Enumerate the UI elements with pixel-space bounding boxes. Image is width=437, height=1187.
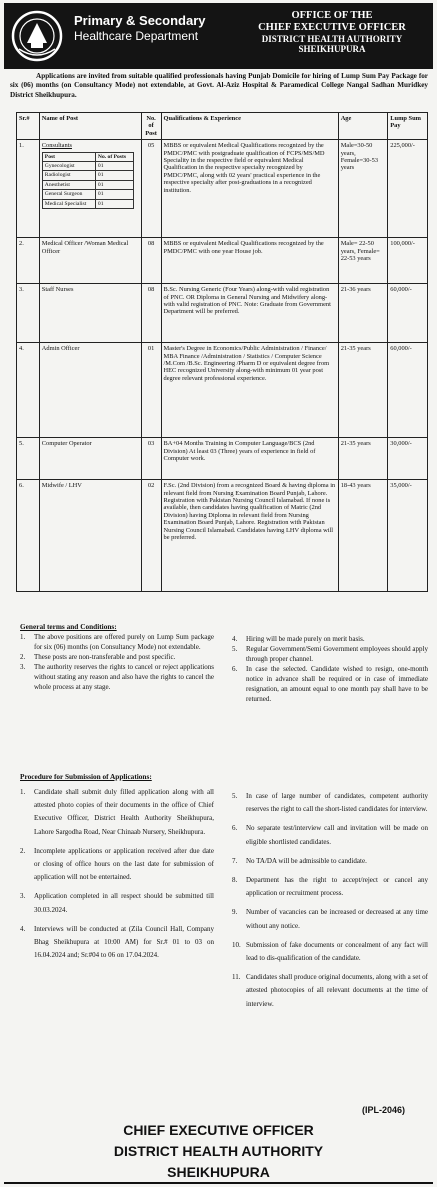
footer-line-2: DISTRICT HEALTH AUTHORITY bbox=[113, 1143, 324, 1159]
item-number: 10. bbox=[232, 940, 241, 949]
item-text: Candidate shall submit duly filled application along with all attested photo copies of their documents in the office of Chief Executive Officer, District Health Authority Sheikhupura, Lahore Sargodha Road, Near Chinaab Nursery, Sheikhupura. bbox=[34, 788, 214, 836]
header-age: Age bbox=[338, 113, 388, 140]
list-item bbox=[20, 652, 214, 662]
department-line-1: Primary & Secondary bbox=[74, 13, 206, 28]
item-text: These posts are non-transferable and post specific. bbox=[34, 653, 176, 661]
item-text: Candidates shall produce original documents, along with a set of attested photocopies of all relevant documents at the time of interview. bbox=[246, 973, 428, 1008]
row-sr: 4. bbox=[17, 343, 40, 438]
item-number: 2. bbox=[20, 846, 26, 855]
item-text: Interviews will be conducted at (Zila Council Hall, Company Bhag Sheikhupura at 10:00 AM) for Sr.# 01 to 03 on 16.04.2024 and; Sr.#04 to 06 on 17.04.2024. bbox=[34, 924, 214, 960]
sub-post: General Surgeon bbox=[42, 190, 95, 199]
consultant-subtable bbox=[42, 152, 134, 209]
procedure-title: Procedure for Submission of Applications: bbox=[20, 772, 152, 781]
row-num: 08 bbox=[141, 238, 161, 284]
item-text: In case of large number of candidates, competent authority reserves the right to call the short-listed candidates for interview. bbox=[246, 792, 428, 814]
office-line-2: CHIEF EXECUTIVE OFFICER bbox=[258, 22, 406, 33]
sub-post: Medical Specialist bbox=[42, 199, 95, 208]
item-number: 4. bbox=[232, 635, 238, 643]
list-item bbox=[232, 855, 428, 868]
footer-line-1: CHIEF EXECUTIVE OFFICER bbox=[123, 1122, 314, 1138]
sub-count: 01 bbox=[95, 180, 133, 189]
office-line-4: SHEIKHUPURA bbox=[298, 44, 366, 54]
row-qual: Master's Degree in Economics/Public Administration / Finance/ MBA Finance /Administration / Statistics / Computer Science /M.Com /B.Sc. Engineering /Pharm D or equivalent degree from HEC recognized University along-with minimum 01 year post degree relevant professional experience. bbox=[161, 343, 338, 438]
list-item bbox=[20, 890, 214, 916]
row-qual: B.Sc. Nursing Generic (Four Years) along-with valid registration of PNC. OR Diploma in General Nursing and Midwifery along-with valid registration of PNC. Note: Graduate from Government Department will be preferred. bbox=[161, 284, 338, 343]
posts-table bbox=[16, 112, 428, 592]
item-text: No separate test/interview call and invitation will be made on eligible shortlisted candidates. bbox=[246, 824, 428, 846]
table-row bbox=[17, 438, 428, 480]
row-pay: 30,000/- bbox=[388, 438, 428, 480]
row-pay: 35,000/- bbox=[388, 480, 428, 592]
list-item bbox=[20, 923, 214, 963]
row-num: 02 bbox=[141, 480, 161, 592]
office-line-1: OFFICE OF THE bbox=[291, 10, 373, 21]
item-number: 5. bbox=[232, 792, 238, 800]
list-item bbox=[232, 644, 428, 664]
row-num: 01 bbox=[141, 343, 161, 438]
punjab-emblem-icon bbox=[9, 9, 65, 63]
list-item bbox=[20, 662, 214, 692]
row-sr: 2. bbox=[17, 238, 40, 284]
table-row bbox=[17, 284, 428, 343]
item-number: 11. bbox=[232, 973, 241, 982]
table-row bbox=[17, 343, 428, 438]
row-age: 21-35 years bbox=[338, 343, 388, 438]
item-text: In case the selected. Candidate wished to resign, one-month notice in advance shall be required or in case of immediate resignation, an amount equal to one month pay shall have to be returned. bbox=[246, 665, 428, 703]
row-qual: F.Sc. (2nd Division) from a recognized Board & having diploma in relevant field from Nursing Examination Board Punjab, Lahore. Registration with Pakistan Nursing Council Islamabad. If none is available, then candidates having qualification of Matric (2nd Division) having Diploma in relevant field from Nursing Examination Board Punjab, Lahore. Registration with Pakistan Nursing Council Islamabad. Candidates having LHV diploma will be preferred. bbox=[161, 480, 338, 592]
row-sr: 1. bbox=[17, 140, 40, 238]
row-num: 05 bbox=[141, 140, 161, 238]
item-text: The above positions are offered purely on Lump Sum package for six (06) months (on Consultancy Mode) not extendable. bbox=[34, 633, 214, 651]
list-item bbox=[232, 822, 428, 848]
row-age: Male=30-50 years, Female=30-53 years bbox=[338, 140, 388, 238]
list-item bbox=[232, 906, 428, 932]
row-qual: MBBS or equivalent Medical Qualifications recognized by the PMDC/PMC with one year House job. bbox=[161, 238, 338, 284]
list-item bbox=[232, 634, 428, 644]
sub-header-post: Post bbox=[42, 152, 95, 161]
department-name bbox=[74, 13, 206, 44]
sub-header-count: No. of Posts bbox=[95, 152, 133, 161]
item-text: The authority reserves the rights to cancel or reject applications without stating any reason and also have the rights to cancel the whole process at any stage. bbox=[34, 663, 214, 691]
item-text: Number of vacancies can be increased or decreased at any time without any notice. bbox=[246, 908, 428, 930]
footer-divider bbox=[4, 1182, 433, 1184]
header-no-of-post: No. of Post bbox=[141, 113, 161, 140]
list-item bbox=[232, 939, 428, 965]
list-item bbox=[20, 632, 214, 652]
list-item bbox=[232, 664, 428, 704]
item-number: 4. bbox=[20, 924, 26, 933]
footer-signature bbox=[4, 1120, 433, 1183]
row-pay: 225,000/- bbox=[388, 140, 428, 238]
sub-count: 01 bbox=[95, 199, 133, 208]
item-number: 5. bbox=[232, 645, 238, 653]
header-pay: Lump Sum Pay bbox=[388, 113, 428, 140]
row-sr: 3. bbox=[17, 284, 40, 343]
item-number: 7. bbox=[232, 856, 238, 865]
list-item bbox=[232, 790, 428, 816]
footer-line-3: SHEIKHUPURA bbox=[167, 1164, 270, 1180]
list-item bbox=[232, 971, 428, 1011]
item-number: 1. bbox=[20, 788, 26, 796]
row-pay: 60,000/- bbox=[388, 343, 428, 438]
row-pay: 100,000/- bbox=[388, 238, 428, 284]
intro-paragraph: Applications are invited from suitable qualified professionals having Punjab Domicile for hiring of Lump Sum Pay Package for six (06) months (on Consultancy Mode) not extendable, at Govt. Al-Aziz Hospital & Paramedical College Nangal Sadhan Muridkey District Sheikhupura. bbox=[10, 72, 428, 99]
header-qualifications: Qualifications & Experience bbox=[161, 113, 338, 140]
row-qual: BA+04 Months Training in Computer Language/BCS (2nd Division) At least 03 (Three) years of experience in field of Computer work. bbox=[161, 438, 338, 480]
item-number: 1. bbox=[20, 633, 26, 641]
row-name: Medical Officer /Woman Medical Officer bbox=[39, 238, 141, 284]
item-text: Incomplete applications or application received after due date or closing of office hours on the last date for submission of application will not be entertained. bbox=[34, 846, 214, 882]
row-qual: MBBS or equivalent Medical Qualifications recognized by the PMDC/PMC with postgraduate qualification of FCPS/MS/MD Speciality in the respective field or equivalent Medical Qualification in the respective specialty recognized by PMDC/PMC, along with 02 years' practical experience in the respective specialty after post-graduations in a recognized institution. bbox=[161, 140, 338, 238]
ipl-number: (IPL-2046) bbox=[362, 1105, 406, 1115]
sub-post: Anesthetist bbox=[42, 180, 95, 189]
header-sr: Sr.# bbox=[17, 113, 40, 140]
table-header-row bbox=[17, 113, 428, 140]
item-number: 8. bbox=[232, 876, 238, 885]
item-text: No TA/DA will be admissible to candidate. bbox=[246, 856, 367, 865]
row-age: 21-36 years bbox=[338, 284, 388, 343]
table-row bbox=[17, 480, 428, 592]
row-name: Midwife / LHV bbox=[39, 480, 141, 592]
item-text: Regular Government/Semi Government employees should apply through proper channel. bbox=[246, 645, 428, 663]
sub-post: Radiologist bbox=[42, 171, 95, 180]
row-pay: 60,000/- bbox=[388, 284, 428, 343]
header-name-of-post: Name of Post bbox=[39, 113, 141, 140]
office-line-3: DISTRICT HEALTH AUTHORITY bbox=[261, 34, 403, 44]
table-row bbox=[17, 140, 428, 238]
item-number: 6. bbox=[232, 824, 238, 833]
general-terms-right bbox=[232, 634, 428, 704]
sub-count: 01 bbox=[95, 171, 133, 180]
item-text: Hiring will be made purely on merit basis. bbox=[246, 635, 365, 643]
item-text: Application completed in all respect should be submitted till 30.03.2024. bbox=[34, 892, 214, 914]
row-age: 18-43 years bbox=[338, 480, 388, 592]
item-number: 3. bbox=[20, 892, 26, 901]
row-name bbox=[39, 140, 141, 238]
office-title bbox=[237, 10, 427, 54]
row-num: 08 bbox=[141, 284, 161, 343]
row-sr: 6. bbox=[17, 480, 40, 592]
row-name: Computer Operator bbox=[39, 438, 141, 480]
item-number: 3. bbox=[20, 663, 26, 671]
list-item bbox=[20, 845, 214, 885]
sub-post: Gynecologist bbox=[42, 162, 95, 171]
sub-count: 01 bbox=[95, 190, 133, 199]
row-name-text: Consultants bbox=[41, 142, 72, 150]
row-sr: 5. bbox=[17, 438, 40, 480]
row-age: 21-35 years bbox=[338, 438, 388, 480]
item-number: 2. bbox=[20, 653, 26, 661]
item-text: Submission of fake documents or concealment of any fact will lead to dis-qualification of the candidate. bbox=[246, 940, 428, 963]
row-age: Male= 22-50 years, Female= 22-53 years bbox=[338, 238, 388, 284]
header-banner bbox=[4, 3, 433, 69]
general-terms-title: General terms and Conditions: bbox=[20, 622, 117, 631]
row-name: Admin Officer bbox=[39, 343, 141, 438]
general-terms-left bbox=[20, 622, 214, 692]
sub-count: 01 bbox=[95, 162, 133, 171]
procedure-right bbox=[232, 790, 428, 1011]
item-text: Department has the right to accept/reject or cancel any application or recruitment process. bbox=[246, 876, 428, 898]
row-name: Staff Nurses bbox=[39, 284, 141, 343]
list-item bbox=[232, 874, 428, 900]
department-line-2: Healthcare Department bbox=[74, 29, 199, 43]
list-item bbox=[20, 786, 214, 839]
item-number: 6. bbox=[232, 665, 238, 673]
procedure-left bbox=[20, 772, 214, 962]
table-row bbox=[17, 238, 428, 284]
item-number: 9. bbox=[232, 908, 238, 917]
row-num: 03 bbox=[141, 438, 161, 480]
